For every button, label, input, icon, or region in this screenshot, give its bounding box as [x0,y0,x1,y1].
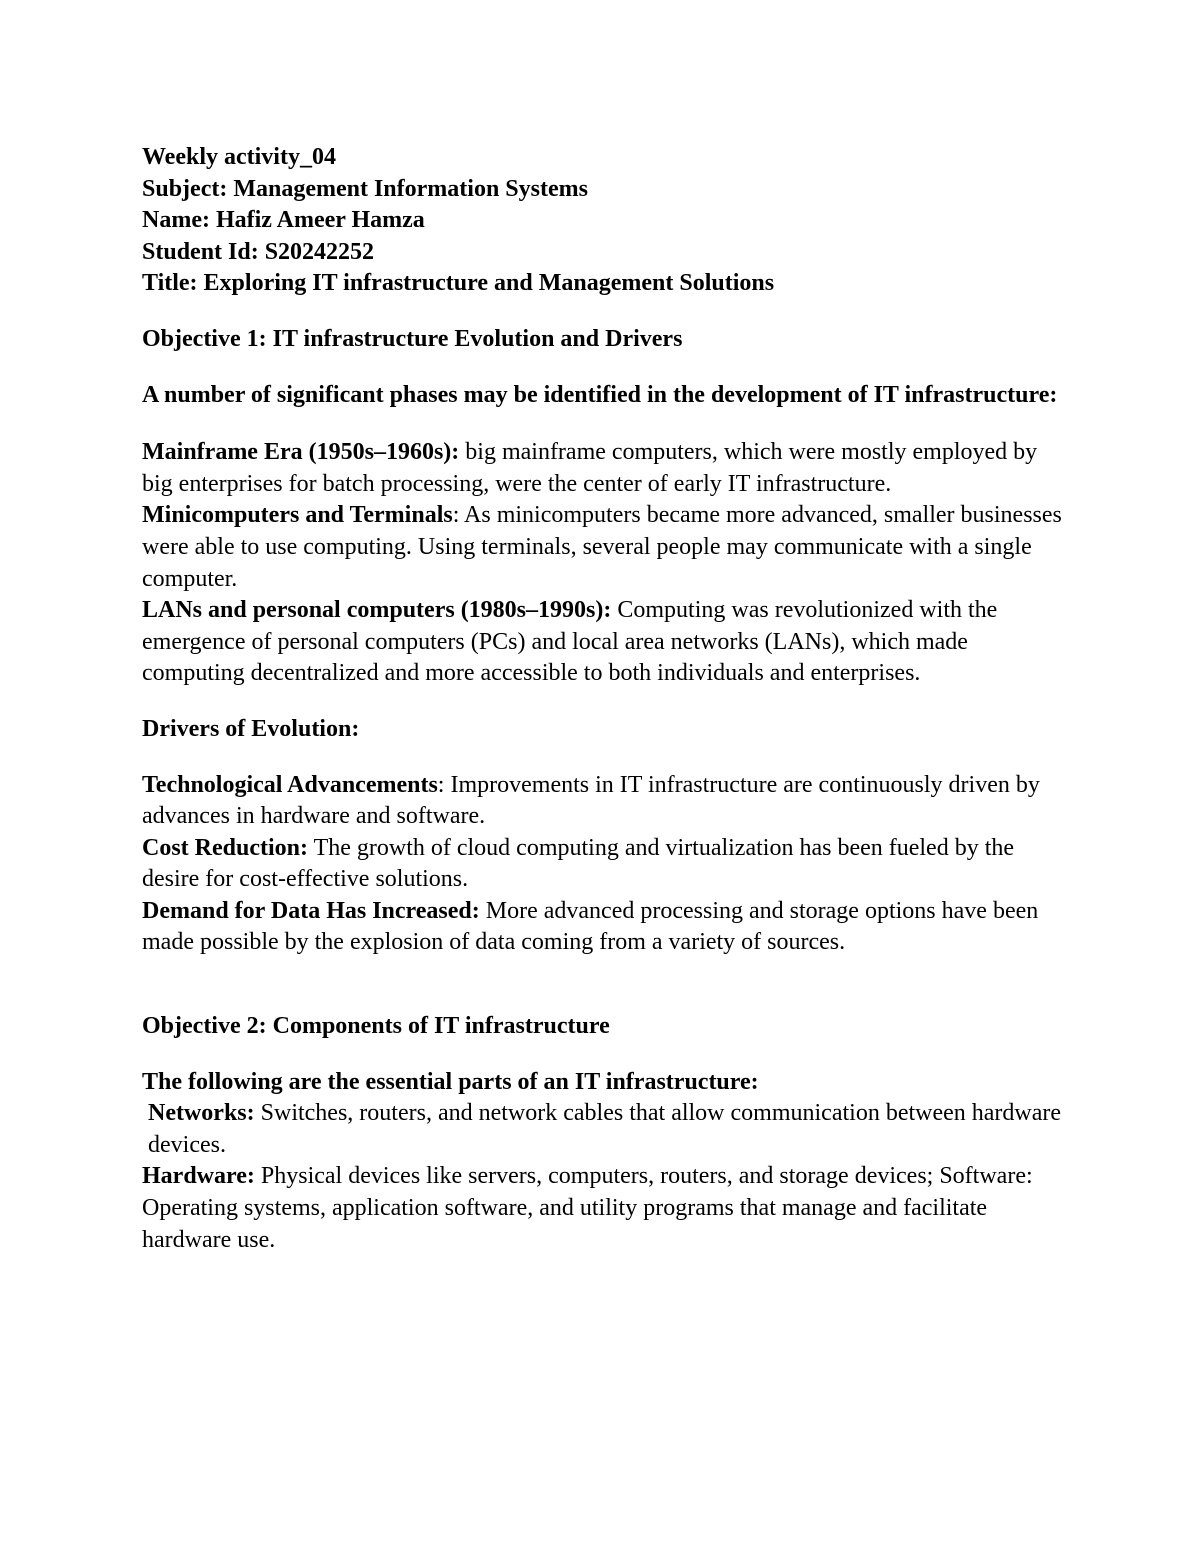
student-name-line: Name: Hafiz Ameer Hamza [142,207,425,234]
driver-paragraph [142,833,1072,896]
phase-paragraph [142,595,1072,690]
objective1-intro: A number of significant phases may be identified in the development of IT infrastructure: [142,381,1058,408]
document-body [142,142,1072,1256]
phase-term: Minicomputers and Terminals [142,502,453,529]
component-term: Networks: [148,1100,255,1127]
driver-text: : Improvements in IT infrastructure are continuously driven by advances in hardware and software. [142,771,1040,830]
phase-paragraph [142,437,1072,500]
phase-text: : As minicomputers became more advanced, smaller businesses were able to use computing. Using terminals, several people may communicate with a single computer. [142,502,1062,592]
component-term: Hardware: [142,1163,255,1190]
component-paragraph [142,1161,1072,1256]
subject-line: Subject: Management Information Systems [142,175,588,202]
component-text: Switches, routers, and network cables that allow communication between hardware devices. [148,1100,1062,1158]
phase-text: Computing was revolutionized with the emergence of personal computers (PCs) and local area networks (LANs), which made computing decentralized and more accessible to both individuals and enterprises. [142,597,998,687]
component-paragraph [142,1098,1072,1161]
objective2-heading: Objective 2: Components of IT infrastructure [142,1013,610,1040]
phase-paragraph [142,500,1072,595]
driver-term: Demand for Data Has Increased: [142,897,480,924]
driver-term: Technological Advancements [142,771,438,798]
objective1-heading: Objective 1: IT infrastructure Evolution and Drivers [142,325,683,352]
component-text: Physical devices like servers, computers, routers, and storage devices; Software: Operating systems, application software, and utility programs that manage and facilitate hardware use. [142,1163,1033,1253]
document-title: Title: Exploring IT infrastructure and Management Solutions [142,270,775,297]
driver-text: The growth of cloud computing and virtualization has been fueled by the desire for cost-effective solutions. [142,834,1015,893]
driver-paragraph [142,896,1072,959]
activity-line: Weekly activity_04 [142,144,336,170]
drivers-heading: Drivers of Evolution: [142,715,360,742]
driver-term: Cost Reduction: [142,834,308,861]
phase-term: Mainframe Era (1950s–1960s): [142,439,460,466]
phase-term: LANs and personal computers (1980s–1990s): [142,597,612,624]
phase-text: big mainframe computers, which were mostly employed by big enterprises for batch processing, were the center of early IT infrastructure. [142,439,1038,497]
driver-text: More advanced processing and storage options have been made possible by the explosion of data coming from a variety of sources. [142,897,1039,956]
student-id-line: Student Id: S20242252 [142,238,375,265]
driver-paragraph [142,770,1072,833]
objective2-intro: The following are the essential parts of an IT infrastructure: [142,1068,759,1095]
